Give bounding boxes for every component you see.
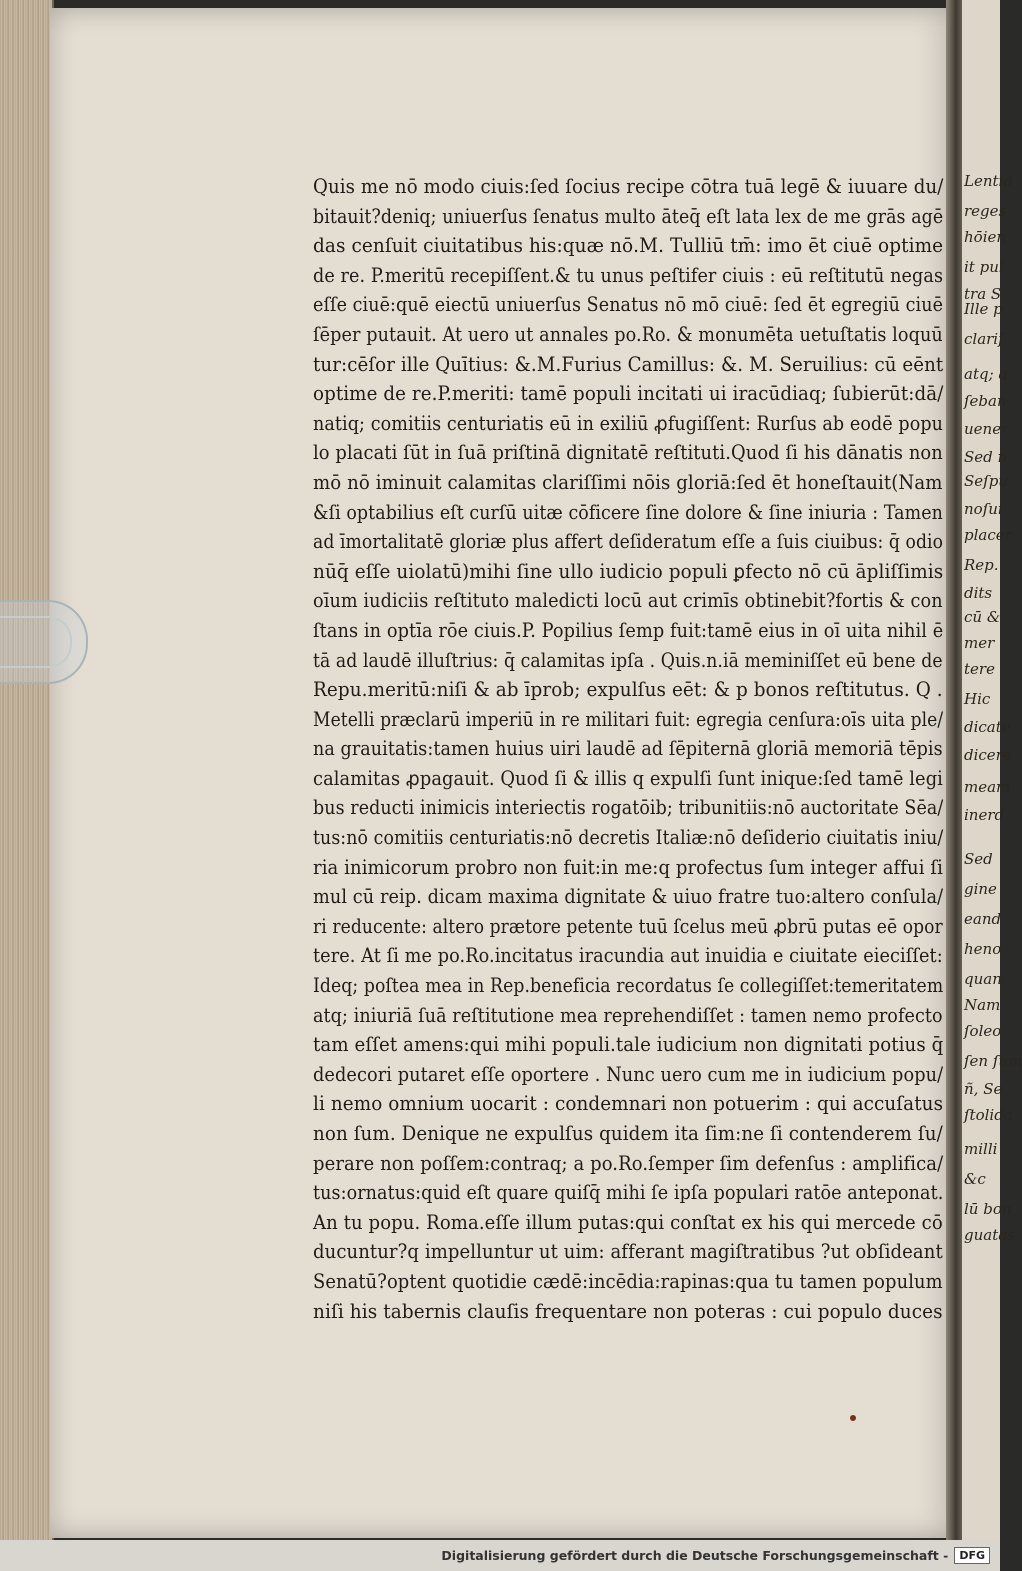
page-text xyxy=(313,172,943,1326)
text-line: niſi his tabernis clauſis frequentare non poteras : cui populo duces xyxy=(313,1299,943,1323)
text-line: bitauit?deniq; uniuerſus ſenatus multo āteq̄ eſt lata lex de me grās agē xyxy=(313,204,944,228)
text-line: atq; iniuriā ſuā reſtitutione mea reprehendiſſet : tamen nemo profecto xyxy=(313,1003,943,1027)
text-line: tus:ornatus:quid eſt quare quiſq̄ mihi ſe ipſa populari ratōe anteponat. xyxy=(313,1181,944,1205)
facing-text-fragment: tra S xyxy=(964,285,1002,303)
text-line: natiq; comitiis centuriatis eū in exiliū ꝓfugiſſent: Rurſus ab eodē popu xyxy=(313,411,944,435)
facing-text-fragment: tere xyxy=(964,660,995,678)
text-line: bus reducti inimicis interiectis rogatōib; tribunitiis:nō auctoritate Sēa/ xyxy=(313,796,944,820)
ink-mark xyxy=(850,1415,856,1421)
facing-text-fragment: mer xyxy=(964,634,995,652)
facing-text-fragment: hōien xyxy=(964,228,1007,246)
facing-text-fragment: noſui xyxy=(964,500,1003,518)
page-clip-inner xyxy=(0,616,72,668)
facing-text-fragment: ñ, Se xyxy=(964,1080,1003,1098)
text-line: ad īmortalitatē gloriæ plus affert deſideratum eſſe a ſuis ciuibus: q̄ odio xyxy=(313,530,944,554)
facing-text-fragment: clariſ xyxy=(964,330,1004,348)
facing-text-fragment: ſoleo xyxy=(964,1022,1002,1040)
text-line: ri reducente: altero prætore petente tuū ſcelus meū ꝓbrū putas eē opor xyxy=(313,914,943,938)
text-line: Repu.meritū:niſi & ab īprob; expulſus eēt: & p bonos reſtitutus. Q . xyxy=(313,678,943,702)
text-line: tā ad laudē illuſtrius: q̄ calamitas ipſa . Quis.n.iā meminiſſet eū bene de xyxy=(313,648,943,672)
facing-text-fragment: dicere xyxy=(964,746,1012,764)
facing-text-fragment: it pul xyxy=(964,258,1004,276)
facing-text-fragment: cū & xyxy=(964,608,1001,626)
facing-text-fragment: eand xyxy=(964,910,1002,928)
facing-text-fragment: gine xyxy=(964,880,997,898)
facing-text-fragment: &c xyxy=(964,1170,986,1188)
text-line: oīum iudiciis reſtituto maledicti locū aut crimīs obtinebit?fortis & con xyxy=(313,589,943,613)
book-edge xyxy=(0,0,54,1540)
text-line: perare non poſſem:contraq; a po.Ro.ſemper ſim defenſus : amplifica/ xyxy=(313,1151,944,1175)
text-line: tus:nō comitiis centuriatis:nō decretis Italiæ:nō deſiderio ciuitatis iniu/ xyxy=(313,826,944,850)
facing-text-fragment: Sed n xyxy=(964,448,1008,466)
text-line: eſſe ciuē:quē eiectū uniuerſus Senatus nō mō ciuē: ſed ēt egregiū ciuē xyxy=(313,293,944,317)
facing-text-fragment: Sed xyxy=(964,850,993,868)
text-line: Senatū?optent quotidie cædē:incēdia:rapinas:qua tu tamen populum xyxy=(313,1269,943,1293)
facing-text-fragment: Lentid xyxy=(964,172,1013,190)
facing-text-fragment: dits xyxy=(964,584,993,602)
facing-page xyxy=(962,0,1022,1540)
facing-text-fragment: Hic xyxy=(964,690,991,708)
text-line: Metelli præclarū imperiū in re militari fuit: egregia cenſura:oīs uita ple/ xyxy=(313,707,944,731)
text-line: &ſi optabilius eſt curſū uitæ cōficere ſine dolore & ſine iniuria : Tamen xyxy=(313,500,943,524)
text-line: lo placati ſūt in ſuā priſtinā dignitatē reſtituti.Quod ſi his dānatis non xyxy=(313,441,943,465)
text-line: das cenſuit ciuitatibus his:quæ nō.M. Tulliū tm̄: imo ēt ciuē optime xyxy=(313,234,944,258)
text-line: tere. At ſi me po.Ro.incitatus iracundia aut inuidia e ciuitate eieciſſet: xyxy=(313,944,943,968)
facing-text-fragment: meam xyxy=(964,778,1011,796)
facing-text-fragment: inerd xyxy=(964,806,1005,824)
text-line: Quis me nō modo ciuis:ſed ſocius recipe cōtra tuā legē & iuuare du/ xyxy=(313,175,944,198)
text-line: optime de re.P.meriti: tamē populi incitati ui iracūdiaq; ſubierūt:dā/ xyxy=(313,382,944,406)
text-line: ria inimicorum probro non fuit:in me:q profectus ſum integer affui ſi xyxy=(313,855,943,879)
facing-text-fragment: ſeban xyxy=(964,392,1007,410)
facing-text-fragment: Nam xyxy=(964,996,1001,1014)
text-line: ſēper putauit. At uero ut annales po.Ro. & monumēta uetuſtatis loquū xyxy=(313,322,943,346)
facing-text-fragment: uener xyxy=(964,420,1009,438)
text-line: de re. P.meritū recepiſſent.& tu unus peſtifer ciuis : eū reſtitutū negas xyxy=(313,263,944,287)
facing-text-fragment: guatas xyxy=(964,1226,1015,1244)
facing-text-fragment: heno xyxy=(964,940,1002,958)
text-line: tur:cēſor ille Quītius: &.M.Furius Camillus: &. M. Seruilius: cū eēnt xyxy=(313,352,944,376)
facing-text-fragment: placer xyxy=(964,526,1012,544)
text-line: nūq̄ eſſe uiolatū)mihi ſine ullo iudicio populi ꝑfecto nō cū āpliſſimis xyxy=(313,559,944,583)
text-line: mul cū reip. dicam maxima dignitate & uiuo fratre tuo:altero conſula/ xyxy=(313,885,944,909)
text-line: na grauitatis:tamen huius uiri laudē ad ſēpiternā gloriā memoriā tēpis xyxy=(313,737,943,761)
facing-text-fragment: Rep. xyxy=(964,556,999,574)
text-line: li nemo omnium uocarit : condemnari non potuerim : qui accuſatus xyxy=(313,1092,944,1116)
text-line: ducuntur?q impelluntur ut uim: afferant magiſtratibus ?ut obſideant xyxy=(313,1240,943,1264)
facing-text-fragment: atq; a xyxy=(964,365,1008,383)
footer-bar xyxy=(0,1540,1000,1571)
facing-text-fragment: ſen ſum xyxy=(964,1052,1022,1070)
text-line: Ideq; poſtea mea in Rep.beneficia recordatus ſe collegiſſet:temeritatem xyxy=(313,974,944,998)
text-line: mō nō iminuit calamitas clariſſimi nōis gloriā:ſed ēt honeſtauit(Nam xyxy=(313,470,943,494)
facing-text-fragment: ſtolida xyxy=(964,1106,1013,1124)
text-line: non ſum. Denique ne expulſus quidem ita ſim:ne ſi contenderem ſu/ xyxy=(313,1122,943,1145)
facing-text-fragment: reges xyxy=(964,202,1007,220)
text-line: calamitas ꝓpagauit. Quod ſi & illis q expulſi ſunt inique:ſed tamē legi xyxy=(313,766,943,790)
facing-text-fragment: Ille p xyxy=(964,300,1003,318)
facing-text-fragment: milli xyxy=(964,1140,998,1158)
text-line: tam eſſet amens:qui mihi populi.tale iudicium non dignitati potius q̄ xyxy=(313,1033,944,1057)
facing-text-fragment: dicate xyxy=(964,718,1011,736)
text-line: ſtans in optīa rōe ciuis.P. Popilius ſemp fuit:tamē eius in oī uita nihil ē xyxy=(313,618,944,642)
facing-text-fragment: Seſpu xyxy=(964,472,1008,490)
footer-credit: Digitalisierung gefördert durch die Deutsche Forschungsgemeinschaft - xyxy=(441,1548,949,1563)
text-line: dedecori putaret eſſe oportere . Nunc uero cum me in iudicium popu/ xyxy=(313,1062,944,1086)
facing-text-fragment: quan xyxy=(964,970,1002,988)
facing-text-fragment: lū bon xyxy=(964,1200,1012,1218)
text-line: An tu popu. Roma.eſſe illum putas:qui conſtat ex his qui mercede cō xyxy=(313,1210,943,1234)
dfg-logo: DFG xyxy=(954,1547,990,1564)
